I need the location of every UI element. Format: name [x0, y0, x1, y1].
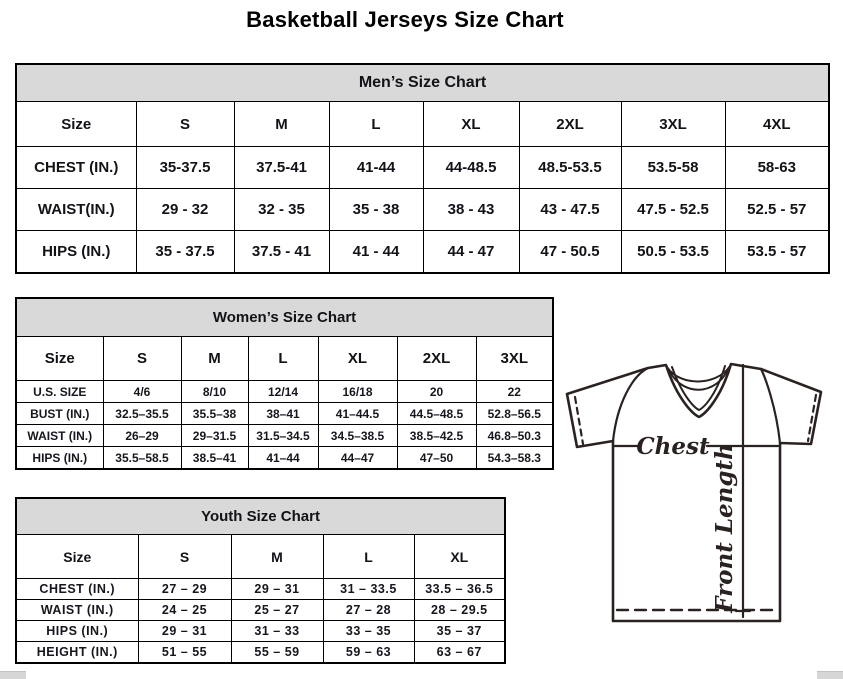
value-cell: 22	[476, 381, 553, 403]
value-cell: 41 - 44	[329, 231, 423, 274]
row-label-cell: U.S. SIZE	[16, 381, 103, 403]
row-label-cell: WAIST (IN.)	[16, 425, 103, 447]
value-cell: 50.5 - 53.5	[621, 231, 725, 274]
row-label-cell: HIPS (IN.)	[16, 231, 136, 274]
value-cell: 41-44	[329, 147, 423, 189]
size-header-cell: L	[248, 337, 318, 381]
measurement-row	[16, 579, 505, 600]
row-label-cell: HIPS (IN.)	[16, 621, 138, 642]
row-label-cell: CHEST (IN.)	[16, 147, 136, 189]
left-armhole-seam	[613, 368, 648, 441]
value-cell: 43 - 47.5	[519, 189, 621, 231]
measurement-row	[16, 403, 553, 425]
value-cell: 33 – 35	[323, 621, 414, 642]
value-cell: 29 – 31	[231, 579, 323, 600]
value-cell: 48.5-53.5	[519, 147, 621, 189]
size-corner-label: Size	[16, 102, 136, 147]
value-cell: 47–50	[397, 447, 476, 470]
value-cell: 47.5 - 52.5	[621, 189, 725, 231]
value-cell: 44–47	[318, 447, 397, 470]
value-cell: 29 – 31	[138, 621, 231, 642]
value-cell: 35-37.5	[136, 147, 234, 189]
size-header-cell: XL	[318, 337, 397, 381]
size-header-cell: XL	[423, 102, 519, 147]
page-title: Basketball Jerseys Size Chart	[246, 7, 564, 32]
front-length-label: Front Length	[711, 443, 738, 613]
value-cell: 54.3–58.3	[476, 447, 553, 470]
value-cell: 12/14	[248, 381, 318, 403]
value-cell: 37.5 - 41	[234, 231, 329, 274]
size-header-cell: XL	[414, 535, 505, 579]
size-chart-title: Men’s Size Chart	[16, 64, 829, 102]
value-cell: 55 – 59	[231, 642, 323, 664]
value-cell: 31 – 33.5	[323, 579, 414, 600]
row-label-cell: HEIGHT (IN.)	[16, 642, 138, 664]
value-cell: 37.5-41	[234, 147, 329, 189]
size-header-cell: 4XL	[725, 102, 829, 147]
jersey-outline	[567, 364, 821, 621]
value-cell: 52.8–56.5	[476, 403, 553, 425]
size-header-cell: S	[103, 337, 181, 381]
collar-inner-v	[672, 366, 725, 410]
size-corner-label: Size	[16, 535, 138, 579]
value-cell: 26–29	[103, 425, 181, 447]
size-header-cell: S	[138, 535, 231, 579]
size-header-cell: 2XL	[519, 102, 621, 147]
value-cell: 38 - 43	[423, 189, 519, 231]
value-cell: 35 - 37.5	[136, 231, 234, 274]
value-cell: 29 - 32	[136, 189, 234, 231]
measurement-row	[16, 621, 505, 642]
jersey-measurement-diagram	[560, 360, 840, 632]
horizontal-scrollbar-fragment-left[interactable]	[0, 671, 26, 679]
value-cell: 16/18	[318, 381, 397, 403]
size-header-cell: 3XL	[476, 337, 553, 381]
measurement-row	[16, 642, 505, 664]
value-cell: 31.5–34.5	[248, 425, 318, 447]
value-cell: 28 – 29.5	[414, 600, 505, 621]
measurement-row	[16, 447, 553, 470]
row-label-cell: HIPS (IN.)	[16, 447, 103, 470]
value-cell: 4/6	[103, 381, 181, 403]
size-header-cell: M	[181, 337, 248, 381]
value-cell: 53.5 - 57	[725, 231, 829, 274]
value-cell: 44 - 47	[423, 231, 519, 274]
value-cell: 24 – 25	[138, 600, 231, 621]
row-label-cell: WAIST (IN.)	[16, 600, 138, 621]
row-label-cell: WAIST(IN.)	[16, 189, 136, 231]
value-cell: 32 - 35	[234, 189, 329, 231]
value-cell: 46.8–50.3	[476, 425, 553, 447]
measurement-row	[16, 381, 553, 403]
value-cell: 51 – 55	[138, 642, 231, 664]
value-cell: 47 - 50.5	[519, 231, 621, 274]
value-cell: 38.5–42.5	[397, 425, 476, 447]
value-cell: 44-48.5	[423, 147, 519, 189]
value-cell: 33.5 – 36.5	[414, 579, 505, 600]
value-cell: 31 – 33	[231, 621, 323, 642]
youth-size-chart-table	[15, 497, 506, 664]
value-cell: 35.5–58.5	[103, 447, 181, 470]
mens-size-chart-table	[15, 63, 830, 274]
value-cell: 38.5–41	[181, 447, 248, 470]
value-cell: 38–41	[248, 403, 318, 425]
size-chart-title: Youth Size Chart	[16, 498, 505, 535]
value-cell: 35 - 38	[329, 189, 423, 231]
size-chart-title: Women’s Size Chart	[16, 298, 553, 337]
measurement-row	[16, 189, 829, 231]
value-cell: 52.5 - 57	[725, 189, 829, 231]
size-corner-label: Size	[16, 337, 103, 381]
value-cell: 44.5–48.5	[397, 403, 476, 425]
size-header-cell: M	[231, 535, 323, 579]
row-label-cell: CHEST (IN.)	[16, 579, 138, 600]
measurement-row	[16, 425, 553, 447]
chest-label: Chest	[636, 433, 710, 460]
measurement-row	[16, 147, 829, 189]
value-cell: 29–31.5	[181, 425, 248, 447]
value-cell: 25 – 27	[231, 600, 323, 621]
value-cell: 58-63	[725, 147, 829, 189]
value-cell: 34.5–38.5	[318, 425, 397, 447]
right-armhole-seam	[761, 369, 780, 443]
value-cell: 59 – 63	[323, 642, 414, 664]
value-cell: 27 – 28	[323, 600, 414, 621]
size-header-cell: L	[329, 102, 423, 147]
row-label-cell: BUST (IN.)	[16, 403, 103, 425]
womens-size-chart-table	[15, 297, 554, 470]
measurement-row	[16, 600, 505, 621]
size-header-cell: M	[234, 102, 329, 147]
measurement-row	[16, 231, 829, 274]
size-header-cell: 2XL	[397, 337, 476, 381]
value-cell: 27 – 29	[138, 579, 231, 600]
size-header-cell: 3XL	[621, 102, 725, 147]
size-header-cell: S	[136, 102, 234, 147]
size-header-cell: L	[323, 535, 414, 579]
value-cell: 35 – 37	[414, 621, 505, 642]
horizontal-scrollbar-fragment-right[interactable]	[817, 671, 843, 679]
value-cell: 41–44.5	[318, 403, 397, 425]
value-cell: 35.5–38	[181, 403, 248, 425]
value-cell: 63 – 67	[414, 642, 505, 664]
value-cell: 8/10	[181, 381, 248, 403]
value-cell: 20	[397, 381, 476, 403]
value-cell: 32.5–35.5	[103, 403, 181, 425]
value-cell: 41–44	[248, 447, 318, 470]
value-cell: 53.5-58	[621, 147, 725, 189]
